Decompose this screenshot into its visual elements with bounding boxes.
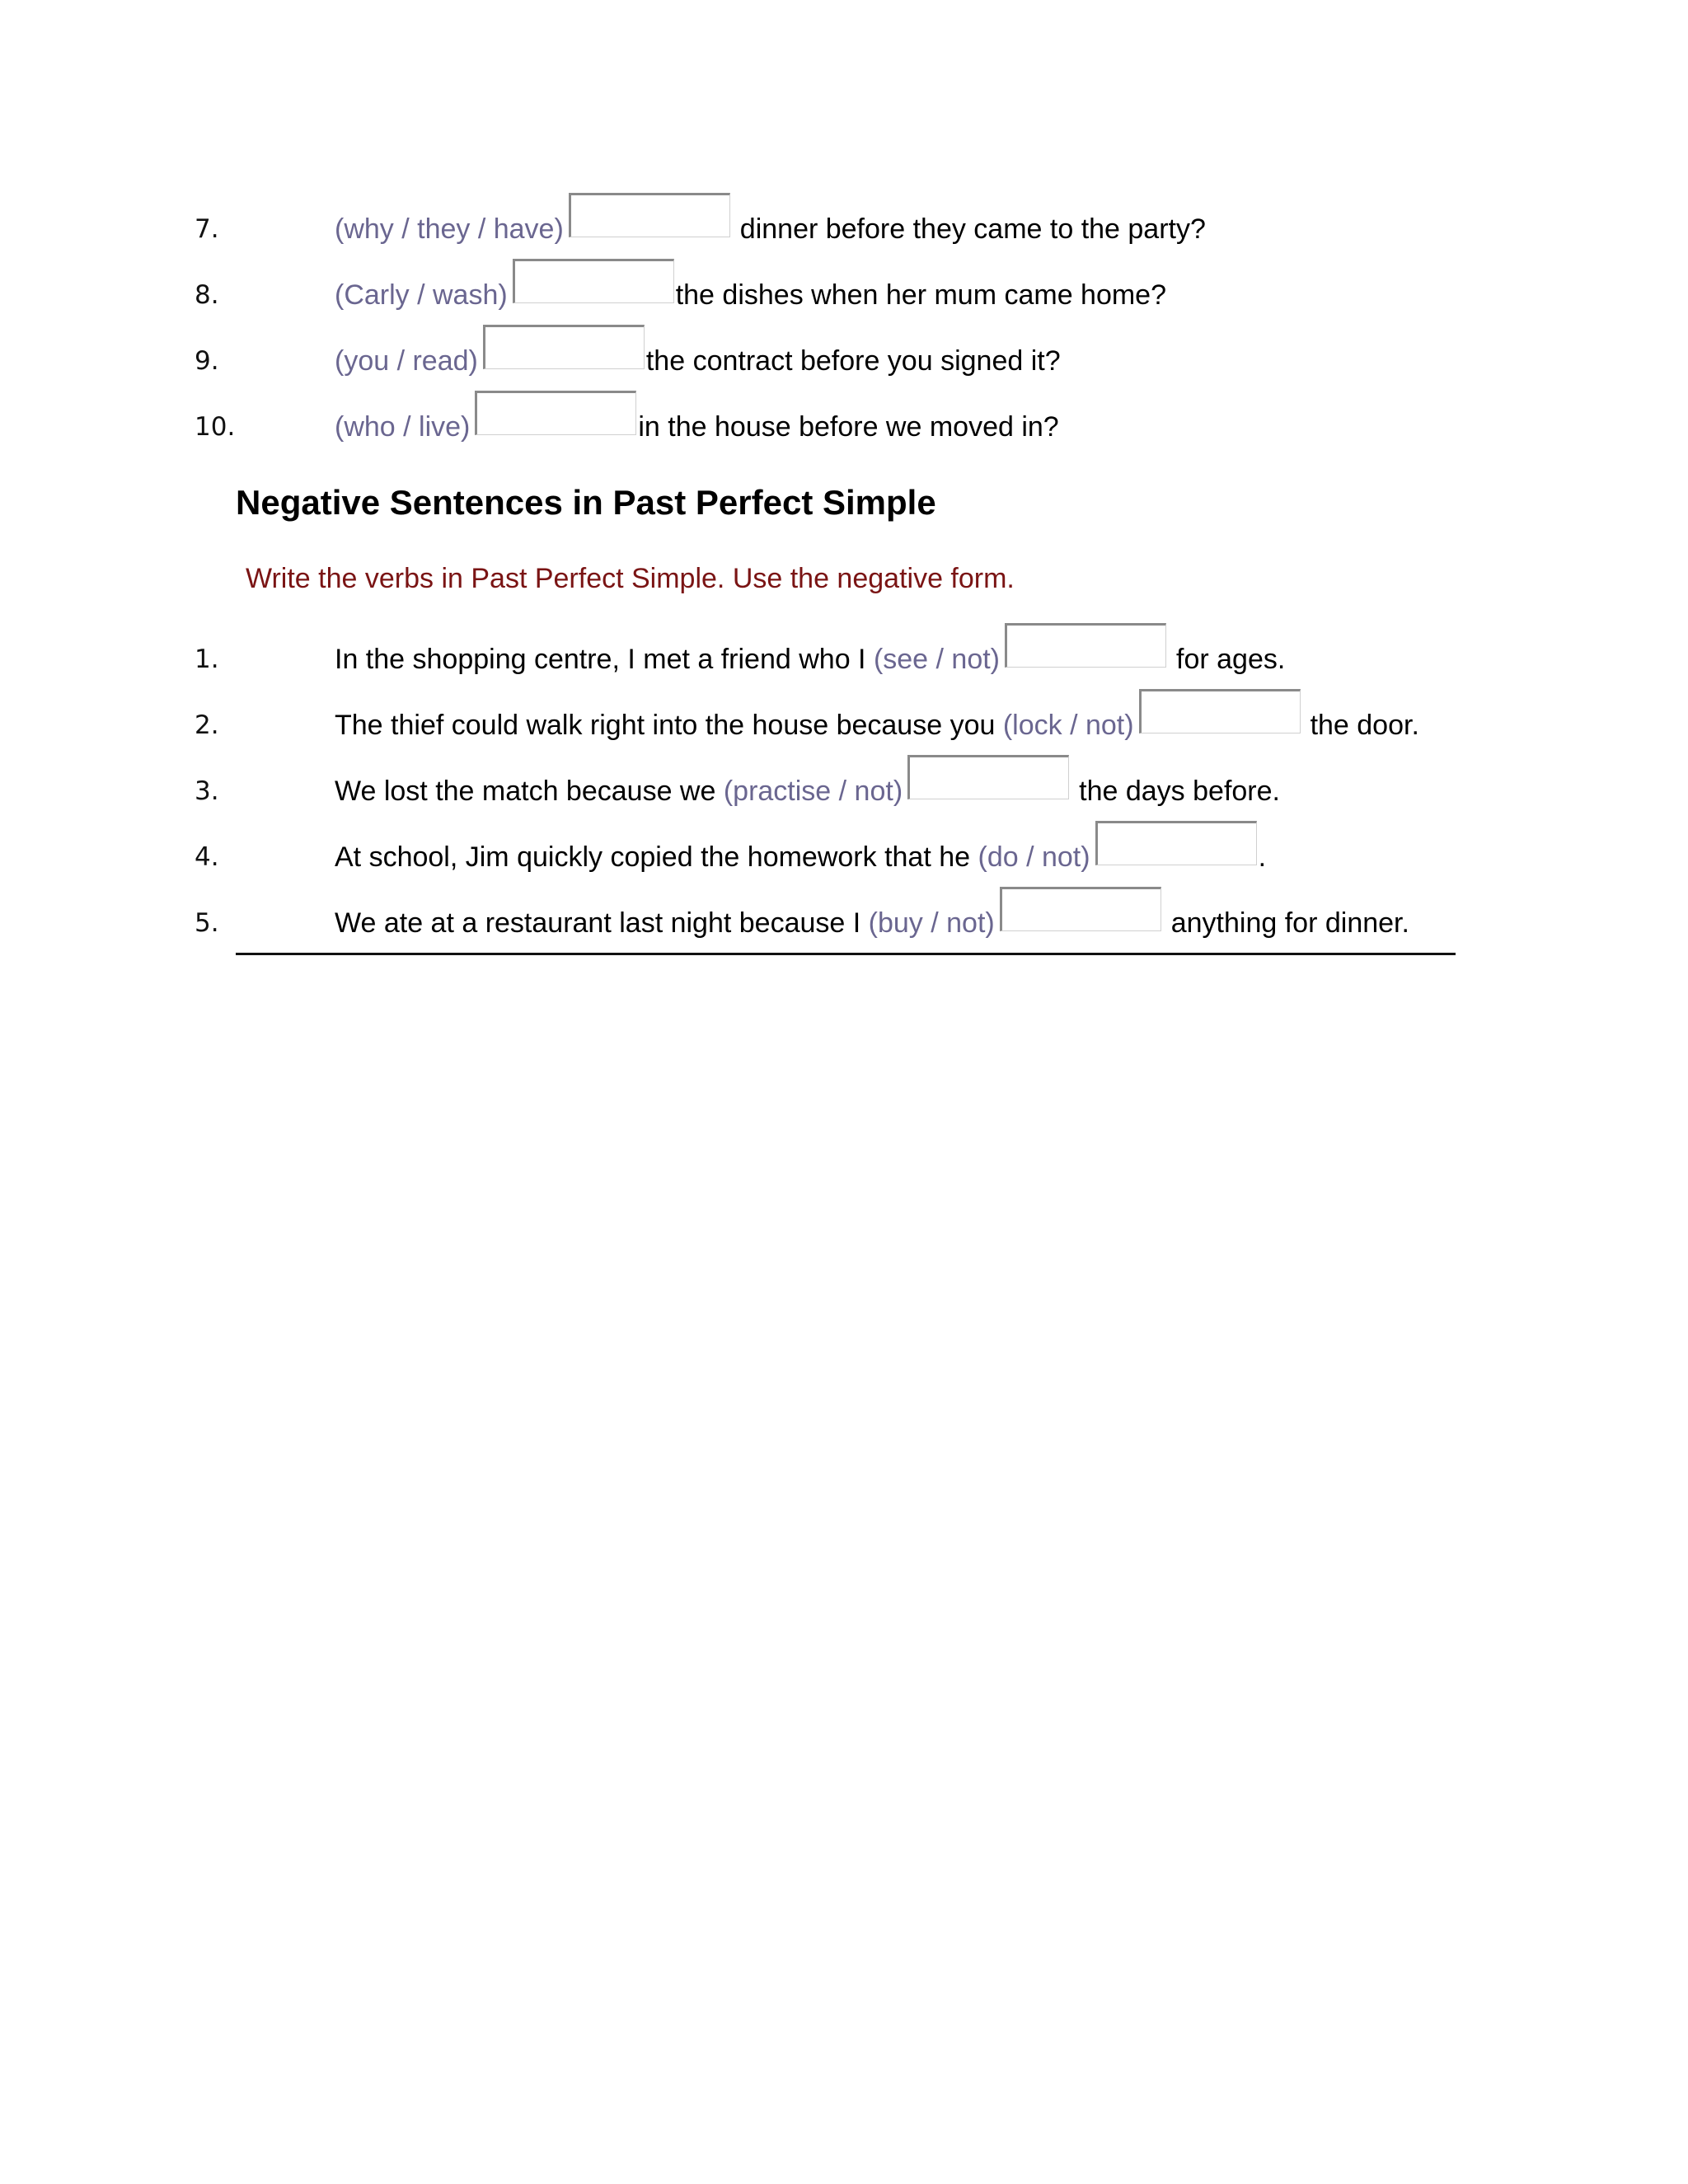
verb-hint: (who / live)	[335, 411, 471, 443]
question-row-9	[0, 328, 1688, 377]
question-number: 2.	[195, 710, 219, 740]
question-row-4	[0, 824, 1688, 874]
sentence-text-after: the contract before you signed it?	[645, 345, 1061, 377]
answer-input-9[interactable]	[483, 325, 645, 369]
sentence-text-after: the dishes when her mum came home?	[675, 279, 1167, 311]
question-sentence	[335, 689, 1419, 742]
question-sentence	[335, 259, 1166, 312]
question-number: 5.	[195, 908, 219, 938]
sentence-text-before: At school, Jim quickly copied the homework that he	[335, 841, 978, 873]
question-sentence	[335, 193, 1206, 246]
question-row-8	[0, 262, 1688, 312]
sentence-text-before: We ate at a restaurant last night because I	[335, 907, 869, 939]
answer-input-10[interactable]	[475, 391, 636, 435]
question-number: 1.	[195, 644, 219, 674]
question-row-7	[0, 196, 1688, 246]
question-number: 10.	[195, 412, 236, 442]
sentence-text-after: the days before.	[1079, 776, 1280, 807]
section-divider	[236, 953, 1456, 955]
sentence-text-after: dinner before they came to the party?	[739, 213, 1206, 245]
question-sentence	[335, 821, 1266, 874]
sentence-text-before: We lost the match because we	[335, 776, 724, 807]
question-sentence	[335, 325, 1061, 377]
question-sentence	[335, 391, 1059, 443]
sentence-text-before: In the shopping centre, I met a friend who I	[335, 644, 874, 675]
answer-input-2[interactable]	[1139, 689, 1301, 733]
question-number: 9.	[195, 346, 219, 376]
sentence-text-after: anything for dinner.	[1170, 907, 1409, 939]
question-number: 3.	[195, 776, 219, 806]
question-sentence	[335, 887, 1409, 940]
question-sentence	[335, 755, 1280, 808]
question-row-5	[0, 890, 1688, 940]
sentence-text-after: .	[1258, 841, 1267, 873]
answer-input-3[interactable]	[907, 755, 1069, 799]
section-heading: Negative Sentences in Past Perfect Simple	[236, 483, 936, 522]
sentence-text-before: The thief could walk right into the house because you	[335, 710, 1003, 741]
verb-hint: (why / they / have)	[335, 213, 564, 245]
answer-input-4[interactable]	[1095, 821, 1257, 865]
question-row-2	[0, 692, 1688, 742]
question-row-1	[0, 626, 1688, 676]
sentence-text-after: for ages.	[1176, 644, 1286, 675]
sentence-text-after: in the house before we moved in?	[638, 411, 1059, 443]
verb-hint: (Carly / wash)	[335, 279, 508, 311]
question-number: 8.	[195, 280, 219, 310]
verb-hint: (you / read)	[335, 345, 478, 377]
answer-input-1[interactable]	[1005, 623, 1166, 668]
answer-input-5[interactable]	[1000, 887, 1161, 931]
question-number: 4.	[195, 842, 219, 872]
verb-hint: (buy / not)	[868, 907, 995, 939]
answer-input-8[interactable]	[513, 259, 674, 303]
section-instruction: Write the verbs in Past Perfect Simple. Use the negative form.	[246, 563, 1015, 594]
verb-hint: (do / not)	[978, 841, 1090, 873]
question-sentence	[335, 623, 1285, 676]
verb-hint: (see / not)	[873, 644, 1001, 675]
question-row-3	[0, 758, 1688, 808]
question-number: 7.	[195, 214, 219, 244]
verb-hint: (practise / not)	[723, 776, 903, 807]
answer-input-7[interactable]	[569, 193, 730, 237]
question-row-10	[0, 394, 1688, 443]
sentence-text-after: the door.	[1310, 710, 1419, 741]
verb-hint: (lock / not)	[1002, 710, 1134, 741]
